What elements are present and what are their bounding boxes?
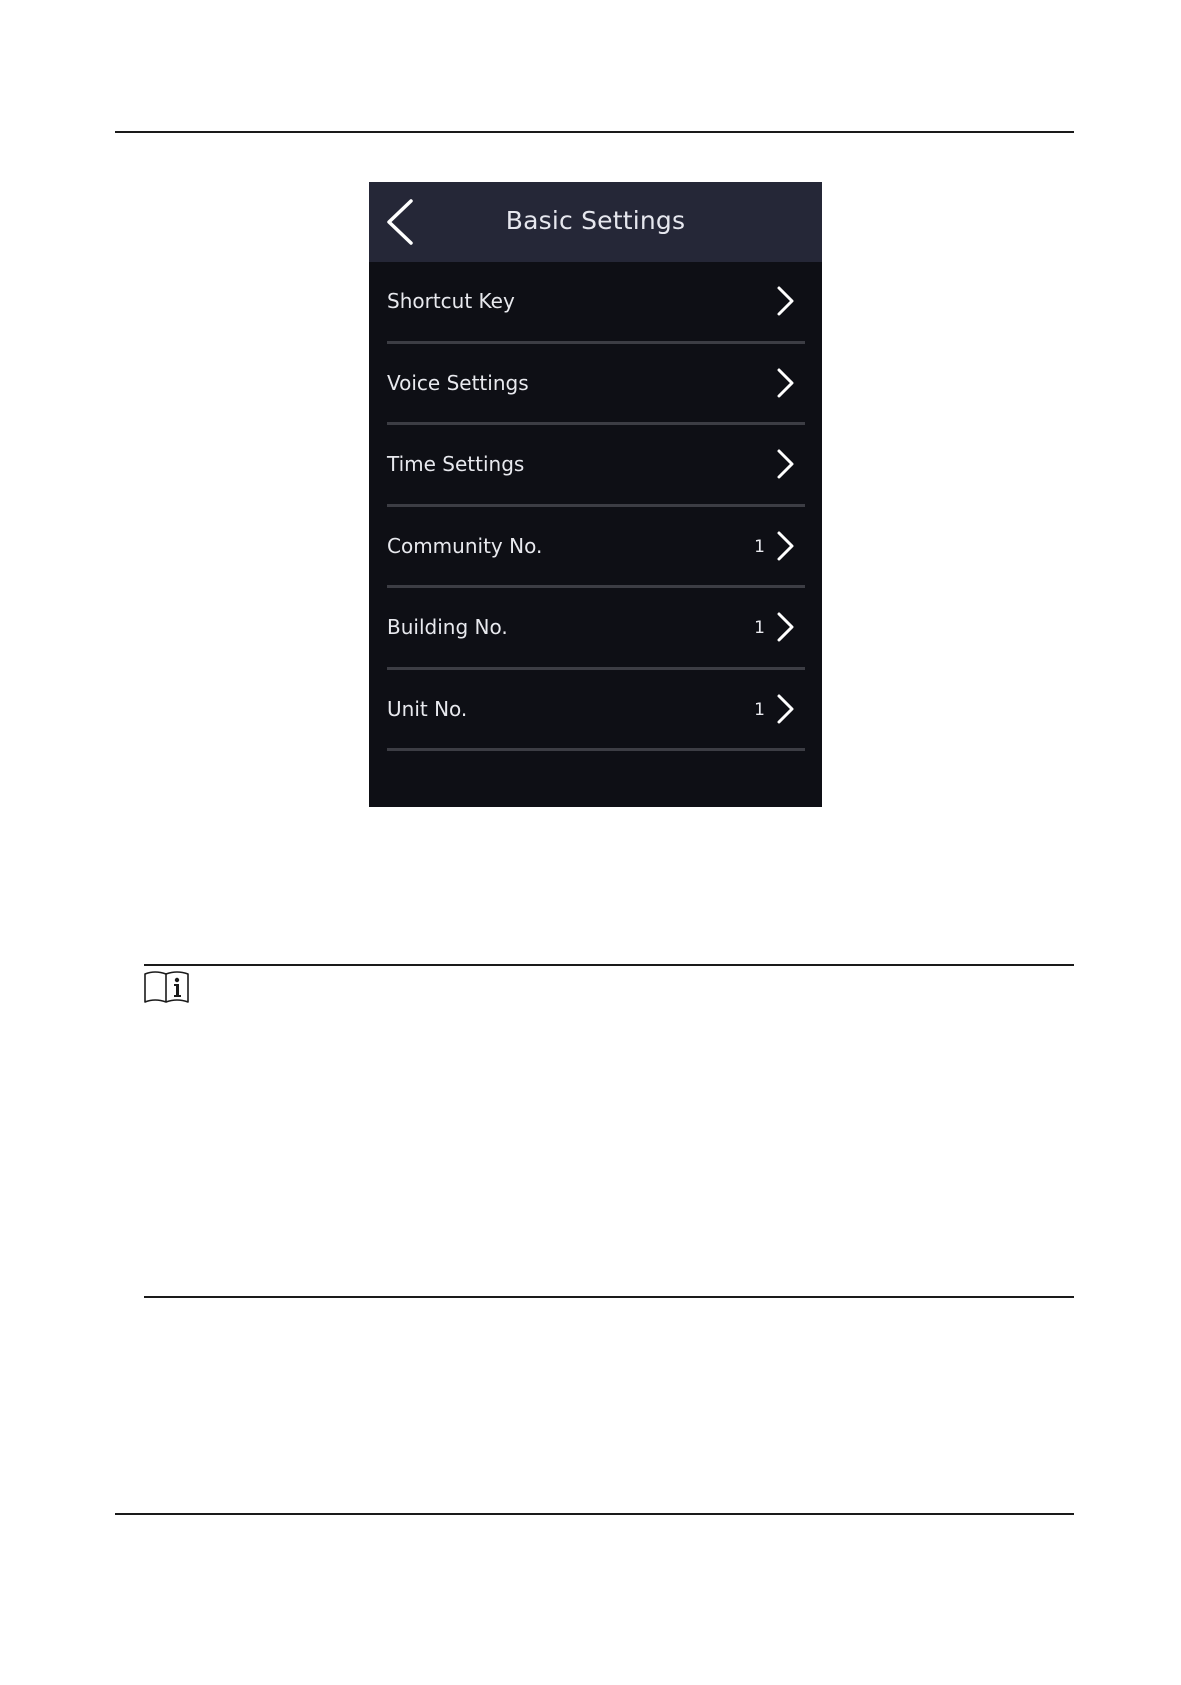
menu-item-label: Building No. [387,615,508,639]
header-rule [115,131,1074,133]
screen-title: Basic Settings [505,206,686,235]
back-button[interactable] [381,196,421,248]
menu-item-label: Time Settings [387,452,525,476]
chevron-right-icon [774,611,796,643]
menu-item-value: 1 [754,536,765,557]
chevron-right-icon [774,693,796,725]
menu-item-community-no[interactable] [369,507,822,589]
menu-item-building-no[interactable] [369,588,822,670]
menu-item-voice-settings[interactable] [369,344,822,426]
settings-menu-list [369,262,822,751]
menu-item-unit-no[interactable] [369,670,822,752]
device-screen [369,182,822,807]
chevron-right-icon [774,448,796,480]
menu-item-value: 1 [754,699,765,720]
menu-item-label: Shortcut Key [387,289,515,313]
chevron-right-icon [774,530,796,562]
menu-item-label: Unit No. [387,696,468,721]
menu-item-time-settings[interactable] [369,425,822,507]
title-bar [369,182,822,262]
chevron-right-icon [774,367,796,399]
chevron-right-icon [774,285,796,317]
book-info-icon [143,970,191,1004]
menu-item-label: Voice Settings [387,370,529,395]
menu-item-value: 1 [754,618,765,638]
chevron-left-icon [381,196,421,248]
note-top-rule [144,964,1074,966]
note-bottom-rule [144,1296,1074,1298]
footer-rule [115,1513,1074,1515]
menu-item-shortcut-key[interactable] [369,262,822,344]
menu-item-label: Community No. [387,533,543,558]
